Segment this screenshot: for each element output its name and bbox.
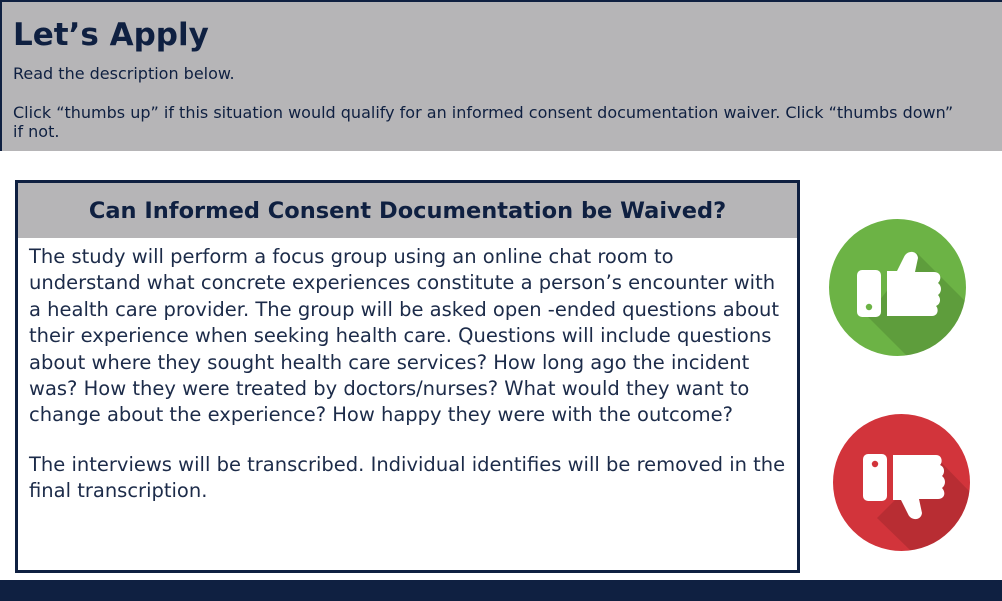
thumbs-up-button[interactable] [829, 219, 966, 356]
scenario-card [15, 180, 800, 573]
page-title: Let’s Apply [13, 17, 209, 53]
scenario-paragraph: The interviews will be transcribed. Individual identifies will be removed in the final transcription. [29, 452, 786, 503]
instruction-detail-text: Click “thumbs up” if this situation would qualify for an informed consent documentation waiver. Click “thumbs down” if not. [13, 103, 954, 141]
header-banner [0, 0, 1002, 151]
scenario-card-heading: Can Informed Consent Documentation be Waived? [18, 183, 797, 238]
instruction-text: Read the description below. [13, 64, 235, 83]
scenario-description [18, 238, 797, 505]
thumbs-down-icon [833, 414, 970, 551]
thumbs-down-button[interactable] [833, 414, 970, 551]
footer-bar [0, 580, 1002, 601]
scenario-paragraph: The study will perform a focus group using an online chat room to understand what concrete experiences constitute a person’s encounter with a health care provider. The group will be asked open -ended questions about their experience when seeking health care. Questions will include questions about where they sought health care services? How long ago the incident was? How they were treated by doctors/nurses? What would they want to change about the experience? How happy they were with the outcome? [29, 245, 780, 427]
thumbs-up-icon [829, 219, 966, 356]
